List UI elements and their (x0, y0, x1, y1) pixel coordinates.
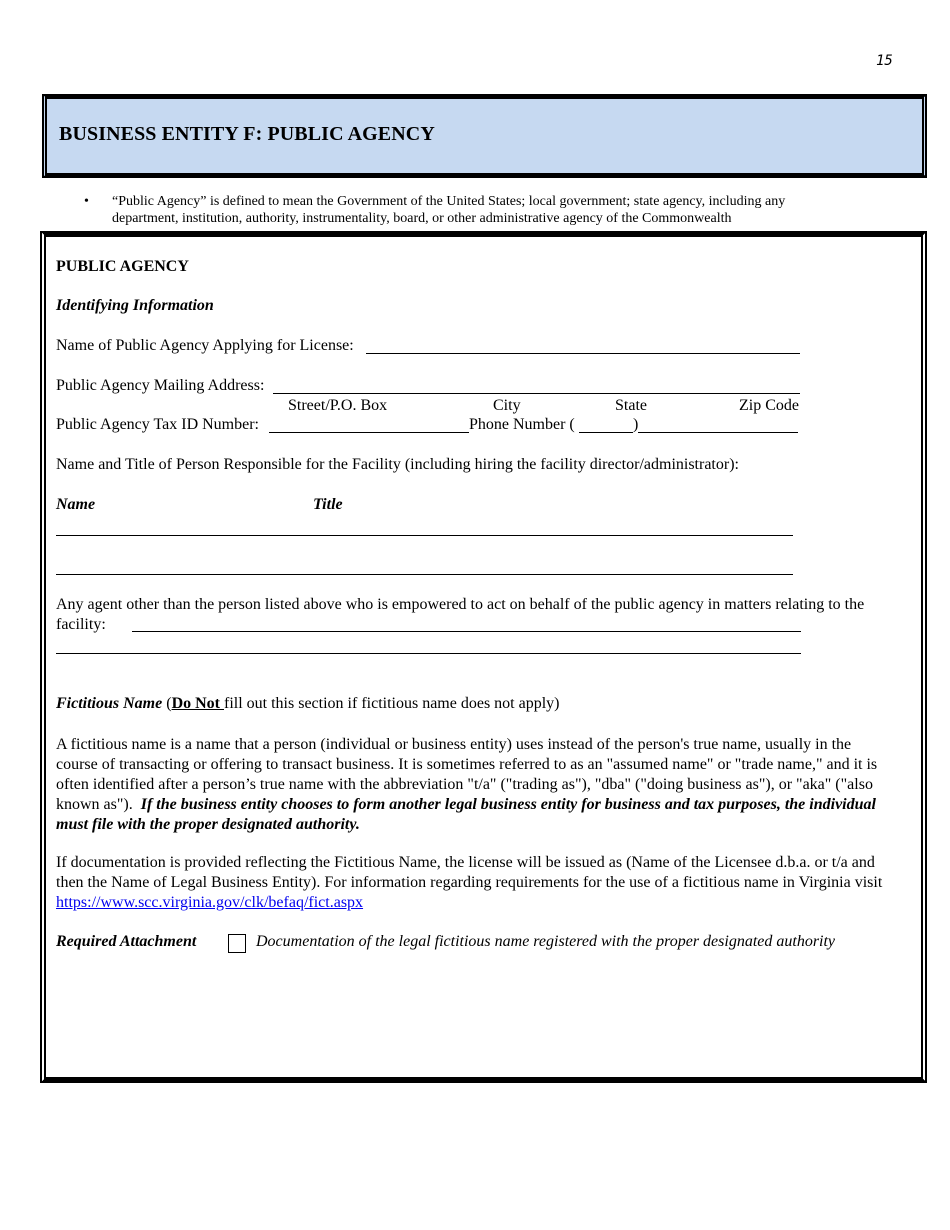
name-column-header: Name (56, 496, 96, 513)
fictitious-description-text: A fictitious name is a name that a person (individual or business entity) uses instead of the person's true name, usually in the course of transacting or offering to transact business. It is sometimes referred to as an "assumed name" or "trade name," and it is often identified after a person’s true name with the abbreviation "t/a" ("trading as"), "dba" ("doing business as"), or "aka" ("also known as"). (56, 736, 878, 813)
title-column-header: Title (313, 496, 343, 513)
phone-area-code-field[interactable] (579, 432, 633, 433)
agent-field-line-2[interactable] (56, 653, 801, 654)
phone-paren-close: ) (633, 416, 639, 433)
definition-text: “Public Agency” is defined to mean the Government of the United States; local government; state agency, including any department, institution, authority, instrumentality, board, or other administrative agency of the Commonwealth (112, 194, 786, 226)
phone-label: Phone Number ( (469, 416, 575, 433)
identifying-info-heading: Identifying Information (56, 297, 214, 314)
fictitious-name-heading: Fictitious Name (56, 695, 163, 712)
section-header (42, 94, 927, 178)
fictitious-instruction: fill out this section if fictitious name does not apply) (224, 695, 560, 712)
responsible-person-line-2[interactable] (56, 574, 793, 575)
fictitious-description-emphasis: If the business entity chooses to form another legal business entity for business and tax purposes, the individual must file with the proper designated authority. (56, 796, 876, 833)
phone-number-field[interactable] (638, 432, 798, 433)
address-street-caption: Street/P.O. Box (288, 397, 388, 414)
mailing-address-label: Public Agency Mailing Address: (56, 377, 265, 394)
tax-id-field[interactable] (269, 432, 469, 433)
address-state-caption: State (615, 397, 647, 414)
tax-id-label: Public Agency Tax ID Number: (56, 416, 259, 433)
attachment-description: Documentation of the legal fictitious name registered with the proper designated authority (256, 933, 836, 950)
responsible-person-line-1[interactable] (56, 535, 793, 536)
do-not-emphasis: Do Not (171, 695, 224, 712)
documentation-text: If documentation is provided reflecting the Fictitious Name, the license will be issued as (Name of the Licensee d.b.a. or t/a and then the Name of Legal Business Entity). For information regarding requirements for the use of a fictitious name in Virginia visit (56, 854, 883, 891)
page-number: 15 (876, 53, 893, 69)
agent-label: Any agent other than the person listed above who is empowered to act on behalf of the public agency in matters relating to the facility: (56, 596, 865, 633)
address-city-caption: City (493, 397, 521, 414)
public-agency-definition-note (84, 193, 854, 227)
section-header-title: BUSINESS ENTITY F: PUBLIC AGENCY (59, 123, 435, 145)
form-section-title: PUBLIC AGENCY (56, 258, 189, 275)
agency-name-field[interactable] (366, 353, 800, 354)
fictitious-name-heading-row (56, 695, 560, 713)
fictitious-paren-open: ( (162, 695, 172, 712)
required-attachment-label: Required Attachment (56, 933, 197, 950)
bullet-marker: • (84, 194, 89, 209)
attachment-checkbox[interactable] (228, 934, 246, 953)
scc-fictitious-name-link[interactable]: https://www.scc.virginia.gov/clk/befaq/fict.aspx (56, 894, 364, 911)
documentation-paragraph (56, 853, 884, 913)
responsible-person-label: Name and Title of Person Responsible for the Facility (including hiring the facility director/administrator): (56, 456, 739, 473)
address-zip-caption: Zip Code (739, 397, 799, 414)
mailing-address-field[interactable] (273, 393, 800, 394)
agency-name-label: Name of Public Agency Applying for License: (56, 337, 354, 354)
public-agency-form-box (40, 231, 927, 1083)
agent-field-line-1[interactable] (132, 631, 801, 632)
fictitious-name-description (56, 735, 884, 835)
